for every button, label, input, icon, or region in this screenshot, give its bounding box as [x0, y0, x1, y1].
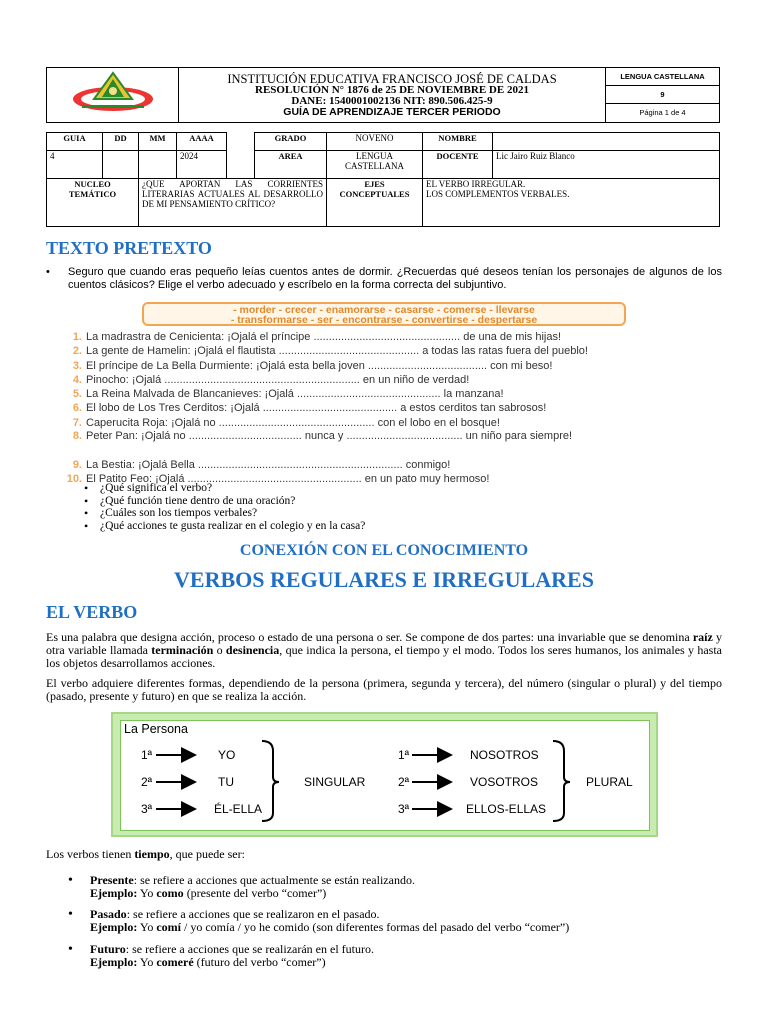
aaaa-value: 2024 [177, 151, 227, 179]
docente-value: Lic Jairo Ruiz Blanco [493, 151, 720, 179]
tiempo-futuro: • Futuro: se refiere a acciones que se realizarán en el futuro. Ejemplo: Yo comeré (futuro del verbo “comer”) [90, 943, 374, 969]
list-item: 10. El Patito Feo: ¡Ojalá ......................................................... en un pato muy hermoso! [66, 473, 490, 486]
subject-box [606, 68, 720, 123]
area-label: AREA [255, 151, 327, 179]
verbs-line-2: - transformarse - ser - encontrarse - convertirse - despertarse [230, 314, 538, 326]
list-item: 4. Pinocho: ¡Ojalá ................................................................ en un niño de verdad! [72, 373, 470, 386]
list-item: 2. La gente de Hamelin: ¡Ojalá el flautista .............................................. a todas las ratas fuera del pueblo! [72, 345, 588, 358]
singular-label: SINGULAR [304, 775, 366, 789]
grado-label: GRADO [255, 133, 327, 151]
texto-pretexto-title: TEXTO PRETEXTO [46, 238, 212, 258]
verb-options-box [142, 302, 626, 326]
pretexto-intro: • Seguro que cuando eras pequeño leías cuentos antes de dormir. ¿Recuerdas qué deseos tenían los personajes de algunos de los cuentos clásicos? Elige el verbo adecuado y escríbelo en la forma correcta del subjuntivo. [46, 266, 722, 291]
persona-inner [120, 720, 650, 831]
nombre-label: NOMBRE [423, 133, 493, 151]
sentence-list [60, 330, 670, 487]
list-item: 1. La madrastra de Cenicienta: ¡Ojalá el príncipe ................................................ de una de mis hijas! [72, 331, 562, 343]
bullet-icon: • [46, 266, 50, 278]
tiempo-pasado: • Pasado: se refiere a acciones que se realizaron en el pasado. Ejemplo: Yo comí / yo comía / yo he comido (son diferentes formas del pasado del verbo “comer”) [90, 908, 569, 934]
singular-pronoun: TU [218, 775, 234, 789]
persona-diagram [111, 712, 658, 837]
plural-number: 1ª [398, 748, 410, 762]
header-table [46, 67, 720, 123]
verbo-forms: El verbo adquiere diferentes formas, dependiendo de la persona (primera, segunda y tercera), del número (singular o plural) y del tiempo (pasado, presente y futuro) en que se realiza la acción. [46, 676, 722, 703]
version-number: 9 [606, 86, 719, 104]
ejes-label: EJES CONCEPTUALES [327, 179, 423, 227]
guide-title: GUÍA DE APRENDIZAJE TERCER PERIODO [283, 105, 501, 118]
subject-label: LENGUA CASTELLANA [606, 68, 719, 86]
list-item: 3. El príncipe de La Bella Durmiente: ¡Ojalá esta bella joven ....................................... con mi beso! [72, 359, 553, 372]
institution-block [179, 68, 606, 123]
singular-pronoun: ÉL-ELLA [214, 802, 263, 816]
tiempo-intro: Los verbos tienen tiempo, que puede ser: [46, 847, 245, 861]
plural-pronoun: NOSOTROS [470, 748, 539, 762]
list-item: 7. Caperucita Roja: ¡Ojalá no ................................................... con el lobo en el bosque! [72, 416, 500, 429]
area-value: LENGUA CASTELLANA [327, 151, 423, 179]
dane: DANE: 1540001002136 NIT: 890.506.425-9 [291, 94, 493, 107]
school-logo-icon [70, 69, 156, 117]
dd-value [103, 151, 139, 179]
ejes-item-2: LOS COMPLEMENTOS VERBALES. [426, 189, 570, 199]
brace-icon [262, 741, 279, 821]
nombre-value[interactable] [493, 133, 720, 151]
mm-label: MM [139, 133, 177, 151]
dd-label: DD [103, 133, 139, 151]
conexion-subtitle: VERBOS REGULARES E IRREGULARES [174, 567, 594, 592]
guia-value: 4 [47, 151, 103, 179]
list-item: 6. El lobo de Los Tres Cerditos: ¡Ojalá ............................................ a estos cerditos tan sabrosos! [72, 402, 547, 415]
tiempo-presente: • Presente: se refiere a acciones que actualmente se están realizando. Ejemplo: Yo como (presente del verbo “comer”) [90, 874, 415, 900]
grado-value: NOVENO [327, 133, 423, 151]
guia-label: GUIA [47, 133, 103, 151]
brace-icon [553, 741, 570, 821]
page-number: Página 1 de 4 [639, 108, 686, 117]
singular-number: 3ª [141, 802, 153, 816]
institution-name: INSTITUCIÓN EDUCATIVA FRANCISCO JOSÉ DE CALDAS [227, 71, 557, 86]
singular-number: 1ª [141, 748, 153, 762]
docente-label: DOCENTE [423, 151, 493, 179]
nucleo-value: ¿QUE APORTAN LAS CORRIENTES LITERARIAS ACTUALES AL DESARROLLO DE MI PENSAMIENTO CRÍTICO? [139, 179, 327, 227]
nucleo-label: NUCLEO TEMÁTICO [47, 179, 139, 227]
list-item: 9. La Bestia: ¡Ojalá Bella ................................................................... conmigo! [72, 459, 451, 472]
singular-number: 2ª [141, 775, 153, 789]
singular-pronoun: YO [218, 748, 236, 762]
plural-number: 2ª [398, 775, 410, 789]
logo-cell [47, 68, 179, 123]
info-table [46, 132, 720, 227]
question-item: • ¿Qué significa el verbo? [100, 482, 365, 495]
ejes-values [423, 179, 720, 227]
question-item: • ¿Cuáles son los tiempos verbales? [100, 507, 365, 520]
question-item: • ¿Qué acciones te gusta realizar en el colegio y en la casa? [100, 520, 365, 533]
resolution: RESOLUCIÓN N° 1876 de 25 DE NOVIEMBRE DE 2021 [255, 83, 529, 96]
plural-label: PLURAL [586, 775, 633, 789]
verbs-line-1: - morder - crecer - enamorarse - casarse - comerse - llevarse [233, 304, 535, 316]
ejes-item-1: EL VERBO IRREGULAR. [426, 179, 526, 189]
el-verbo-title: EL VERBO [46, 602, 138, 622]
mm-value [139, 151, 177, 179]
plural-number: 3ª [398, 802, 410, 816]
conexion-title: CONEXIÓN CON EL CONOCIMIENTO [239, 542, 529, 559]
list-item: 8. Peter Pan: ¡Ojalá no ..................................... nunca y ...................................... un niño para siempre! [72, 430, 573, 443]
plural-pronoun: ELLOS-ELLAS [466, 802, 547, 816]
list-item: 5. La Reina Malvada de Blancanieves: ¡Ojalá ............................................... la manzana! [72, 388, 504, 401]
plural-pronoun: VOSOTROS [470, 775, 539, 789]
aaaa-label: AAAA [177, 133, 227, 151]
question-list [100, 482, 365, 532]
verbo-definition: Es una palabra que designa acción, proceso o estado de una persona o ser. Se compone de dos partes: una invariable que se denomina raíz y otra variable llamada terminación o desinencia, que indica la persona, el tiempo y el modo. Todos los seres humanos, los animales y hasta los objetos desarrollamos acciones. [46, 630, 723, 670]
persona-arrows [121, 721, 651, 832]
question-item: • ¿Qué función tiene dentro de una oración? [100, 495, 365, 508]
persona-title: La Persona [124, 722, 188, 736]
